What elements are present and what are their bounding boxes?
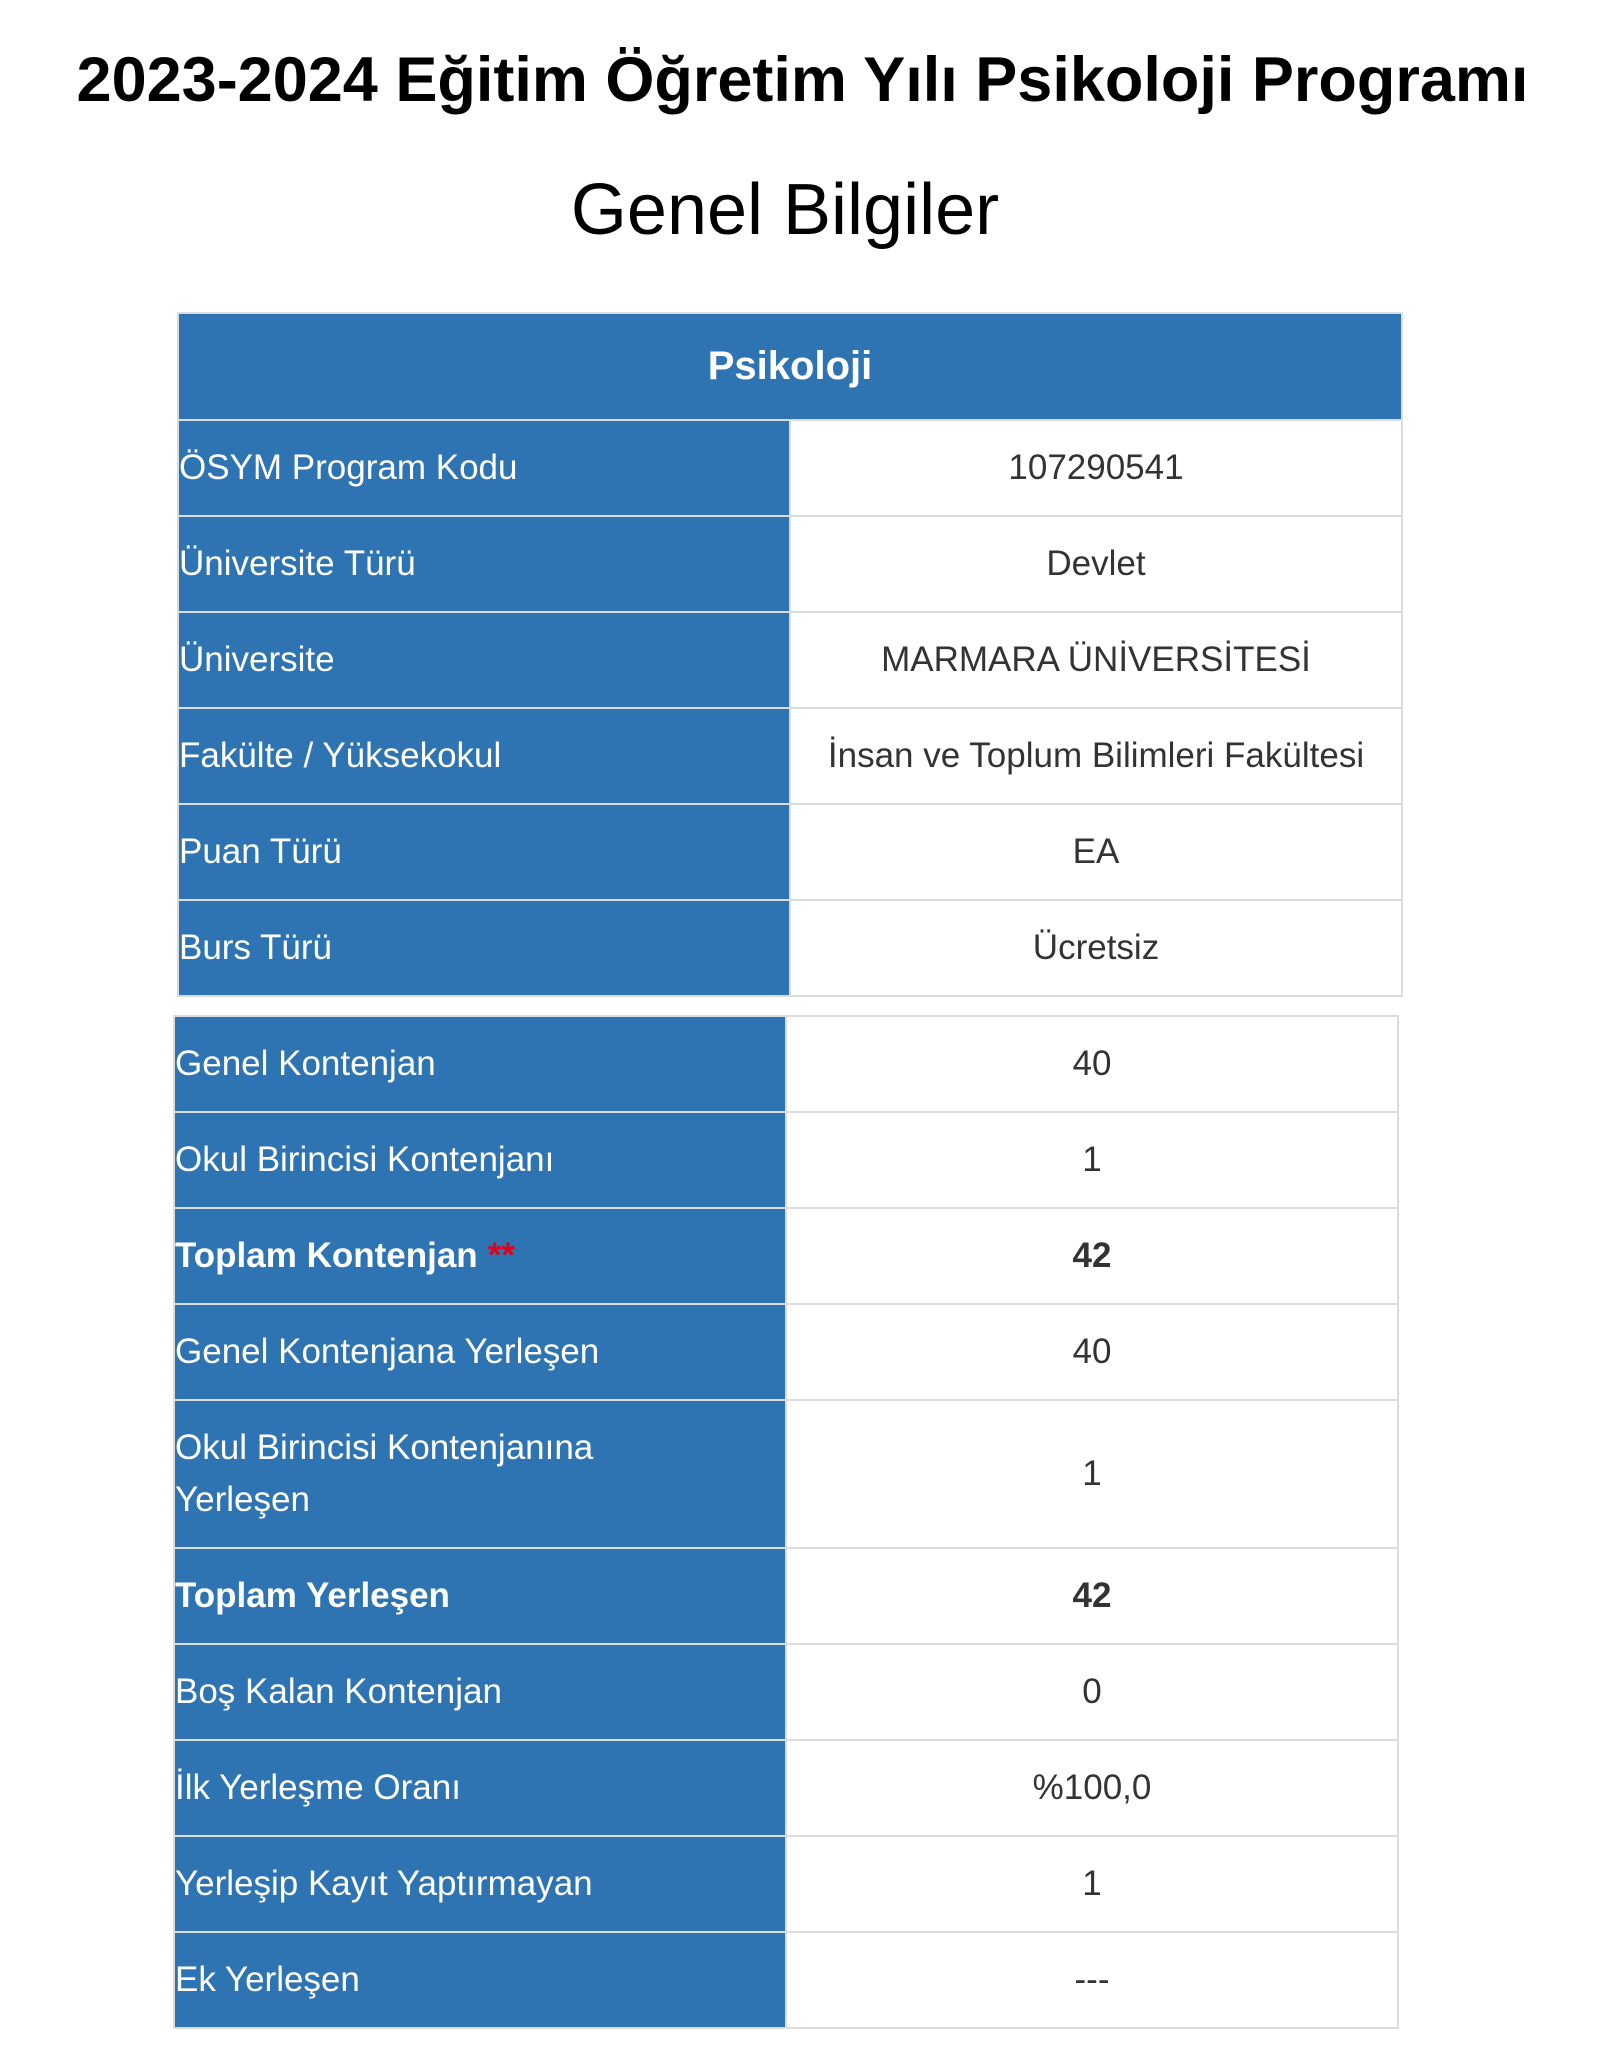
row-label-total-placed: Toplam Yerleşen [174, 1548, 786, 1644]
table-row [174, 1208, 1398, 1304]
row-label-first-placement-rate: İlk Yerleşme Oranı [174, 1740, 786, 1836]
row-value-first-placement-rate: %100,0 [786, 1740, 1398, 1836]
row-value-valedictorian-placed: 1 [786, 1400, 1398, 1548]
table-row [178, 516, 1402, 612]
table-row [174, 1112, 1398, 1208]
row-value-general-quota: 40 [786, 1016, 1398, 1112]
program-info-table [177, 312, 1403, 997]
footnote-marker: ** [487, 1236, 515, 1275]
row-label-empty-quota: Boş Kalan Kontenjan [174, 1644, 786, 1740]
row-label-total-quota: Toplam Kontenjan [175, 1236, 478, 1275]
row-label-score-type: Puan Türü [178, 804, 790, 900]
row-label-valedictorian-quota: Okul Birincisi Kontenjanı [174, 1112, 786, 1208]
table-row [174, 1304, 1398, 1400]
row-label-valedictorian-placed-line2: Yerleşen [175, 1480, 310, 1519]
table-row [174, 1548, 1398, 1644]
row-label-faculty: Fakülte / Yüksekokul [178, 708, 790, 804]
table-row [178, 804, 1402, 900]
table-header-row [178, 313, 1402, 420]
table-row [174, 1400, 1398, 1548]
table-row [178, 900, 1402, 996]
row-value-valedictorian-quota: 1 [786, 1112, 1398, 1208]
row-label-university: Üniversite [178, 612, 790, 708]
row-label-total-quota-cell [174, 1208, 786, 1304]
row-value-program-code: 107290541 [790, 420, 1402, 516]
table-row [174, 1932, 1398, 2028]
row-label-general-quota: Genel Kontenjan [174, 1016, 786, 1112]
table-row [178, 420, 1402, 516]
table-row [174, 1740, 1398, 1836]
row-label-additional-placed: Ek Yerleşen [174, 1932, 786, 2028]
row-value-not-enrolled: 1 [786, 1836, 1398, 1932]
row-label-university-type: Üniversite Türü [178, 516, 790, 612]
section-subtitle: Genel Bilgiler [570, 170, 1000, 250]
row-value-total-quota: 42 [786, 1208, 1398, 1304]
row-label-valedictorian-placed-line1: Okul Birincisi Kontenjanına [175, 1428, 594, 1467]
row-label-not-enrolled: Yerleşip Kayıt Yaptırmayan [174, 1836, 786, 1932]
row-label-valedictorian-placed-cell [174, 1400, 786, 1548]
row-value-university: MARMARA ÜNİVERSİTESİ [790, 612, 1402, 708]
row-value-scholarship-type: Ücretsiz [790, 900, 1402, 996]
table-row [174, 1644, 1398, 1740]
row-value-additional-placed: --- [786, 1932, 1398, 2028]
row-value-empty-quota: 0 [786, 1644, 1398, 1740]
quota-stats-table [173, 1015, 1399, 2029]
row-value-faculty: İnsan ve Toplum Bilimleri Fakültesi [790, 708, 1402, 804]
row-label-program-code: ÖSYM Program Kodu [178, 420, 790, 516]
table-row [174, 1836, 1398, 1932]
row-label-general-placed: Genel Kontenjana Yerleşen [174, 1304, 786, 1400]
row-value-general-placed: 40 [786, 1304, 1398, 1400]
table-row [178, 708, 1402, 804]
table-header-title: Psikoloji [178, 313, 1402, 420]
table-row [178, 612, 1402, 708]
row-value-university-type: Devlet [790, 516, 1402, 612]
row-value-score-type: EA [790, 804, 1402, 900]
table-row [174, 1016, 1398, 1112]
row-value-total-placed: 42 [786, 1548, 1398, 1644]
row-label-scholarship-type: Burs Türü [178, 900, 790, 996]
page-title: 2023-2024 Eğitim Öğretim Yılı Psikoloji Programı [76, 45, 1529, 115]
